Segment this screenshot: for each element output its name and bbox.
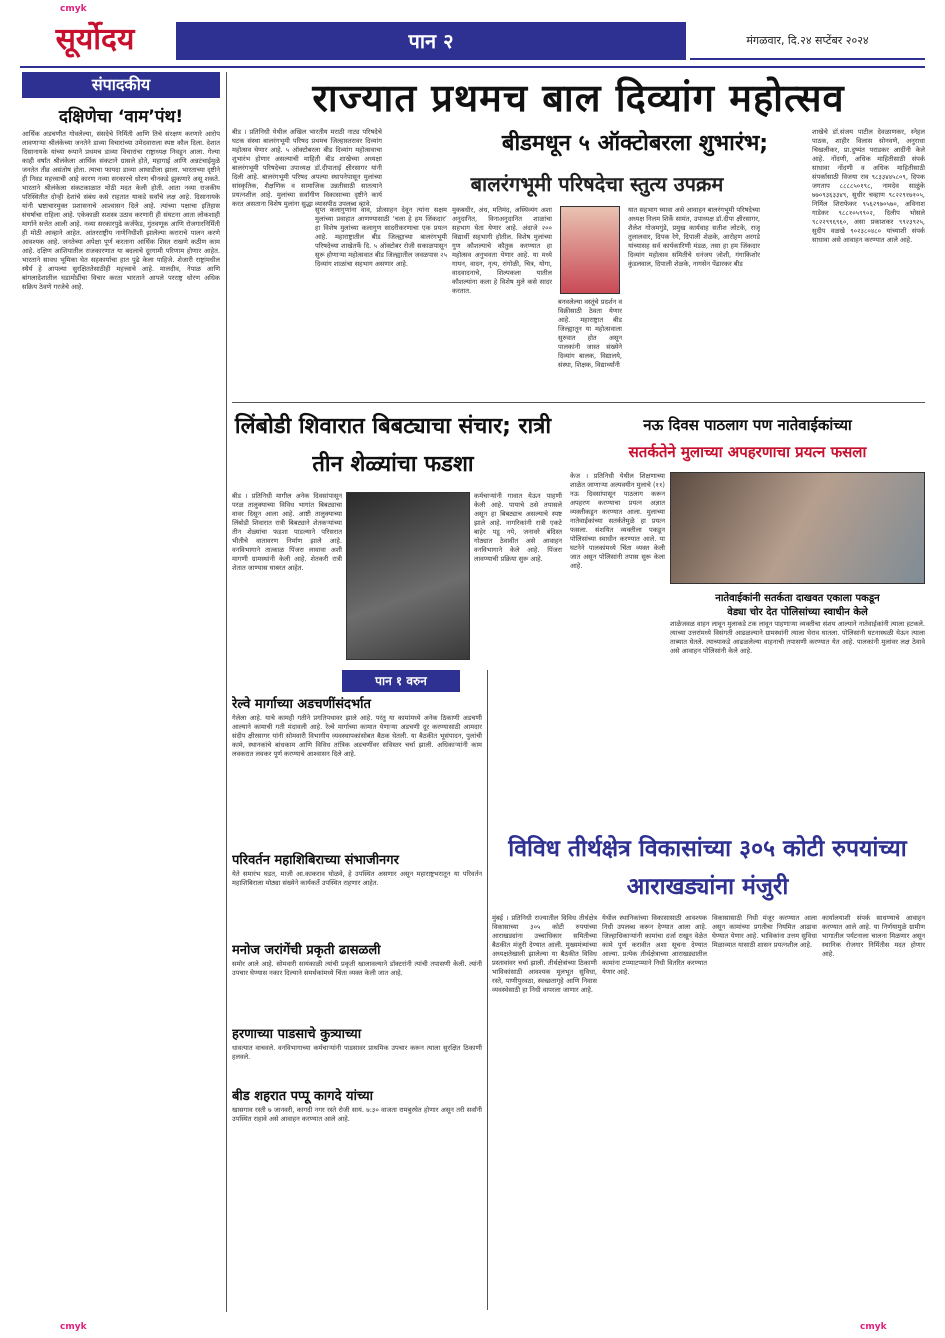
limbodi-column-3: कर्मचाऱ्यांनी गावात येऊन पाहणी केली आहे. पायाचे ठसे तपासले असून हा बिबट्याच असल्याचे स्पष्ट झाले आहे. नागरिकांनी रात्री एकटे बाहेर पडू नये, जनावरे बंदिस्त गोठ्यात ठेवावीत असे आवाहन वनविभागाने केले आहे. पिंजरा लावण्याची प्रक्रिया सुरू आहे. xyxy=(474,492,562,563)
lead-column-3: मुकबधीर, अंध, मतिमंद, अस्थिव्यंग अशा अनुदानित, विनाअनुदानित शाळांचा सहभाग घेता येणार आहे. अंदाजे २०० विद्यार्थी सहभागी होतील. विशेष मुलांच्या गुण कौशल्याचे कौतुक करण्यात हा महोत्सव अनुभवता येणार आहे. या मध्ये गायन, वादन, नृत्य, रांगोळी, चित्र, योगा, वादवादनाचे, शिल्पकला यातील कौशल्यांना कला हे विशेष मुले कसे सादर करतात. xyxy=(452,206,552,295)
tirth-headline: विविध तीर्थक्षेत्र विकासांच्या ३०५ कोटी रुपयांच्या आराखड्यांना मंजुरी xyxy=(508,836,907,900)
lead-column-6: शाखेचे डॉ.संजय पाटील देवळाणकर, स्नेहल पाठक, शाहीर विलास सोनवणे, अनुराधा चिखलीकर, प्रा.दुष्यंत पराडकर आदींनी केले आहे. नोंदणी, अधिक माहितीसाठी संपर्क साधावा नोंदणी व अधिक माहितीसाठी संपर्कासाठी विजया राव ९८३३४४५८०९, दिपक जगताप ८८८८५०१९८, नामदेव साळुंके ७७०९३६३३४९, सुधीर चव्हाण ९८२२९१७१०५, निर्मिल शिराफेकर ९५६२९७०५७०, अविनाश गाडेकर ९८८१०५९९०२, दिलीप भोसले ९८२२९९६९६०, असा प्रकाशकर ९९२३९२५, सुदीप वळखे ९०२३८०४८० यांच्याशी संपर्क साधावा असे आवाहन करण्यात आले आहे. xyxy=(812,128,925,244)
kidnap-photo xyxy=(670,472,925,584)
limbodi-headline: लिंबोडी शिवारात बिबट्याचा संचार; रात्री तीन शेळ्यांचा फडशा xyxy=(234,414,552,477)
lead-column-1: बीड । प्रतिनिधी येथील अखिल भारतीय मराठी नाट्य परिषदेचे घटक संस्था बालरंगभूमी परिषद प्रथमच जिल्हास्तरावर दिव्यांग महोत्सव घेणार आहे. ५ ऑक्टोबरला बीड दिव्यांग महोत्सवाचा शुभारंभ होणार असल्याची माहिती बीड शाखेच्या अध्यक्षा बालरंगभूमी परिषदेच्या उपाध्यक्ष डॉ.दीपाताई क्षीरसागर यांनी दिली आहे. बालरंगभूमी परिषद अपल्या स्थापनेपासून मुलांच्या सांस्कृतिक, शैक्षणिक व सामाजिक उन्नतीसाठी सातत्याने प्रयत्नशील आहे. मुलांच्या सर्वांगीण विकासाच्या दृष्टीने कार्य करत असताना विशेष मुलांना सुद्धा व्यासपीठ उपलब्ध व्हावे. xyxy=(232,128,382,208)
newspaper-logo: सूर्योदय xyxy=(55,22,135,57)
portrait-photo xyxy=(560,206,620,294)
cmyk-mark-bottom-left: cmyk xyxy=(60,1322,87,1332)
column-divider-2 xyxy=(487,670,488,1310)
limbodi-column-1: बीड । प्रतिनिधी मागील अनेक दिवसांपासून परळ तालुक्याच्या विविध भागांत बिबट्याचा वावर दिसून आला आहे. आष्टी तालुक्याच्या लिंबोडी शिवारात रात्री बिबट्याने शेतकऱ्यांच्या तीन शेळ्यांचा फडशा पाडल्याने परिसरात भीतीचे वातावरण निर्माण झाले आहे. वनविभागाने तात्काळ पिंजरा लावावा अशी मागणी ग्रामस्थांनी केली आहे. शेतकरी रात्री शेतात जाण्यास घाबरत आहेत. xyxy=(232,492,342,572)
lead-column-4: बनवलेल्या वस्तूंचे प्रदर्शन व विक्रीसाठी ठेवता येणार आहे. महाराष्ट्रात बीड जिल्ह्यातून या महोत्सवाला सुरुवात होत असून पालकांनी जास्त संख्येने दिव्यांग बालक, विद्यालये, संस्था, शिक्षक, विद्यार्थ्यांनी xyxy=(558,298,622,369)
column-divider xyxy=(226,72,227,1312)
railway-sub-2: मनोज जरांगेंची प्रकृती ढासळली xyxy=(232,943,381,958)
kidnap-headline xyxy=(570,412,925,468)
masthead xyxy=(20,18,925,63)
editorial-title: दक्षिणेचा ‘वाम’पंथ! xyxy=(58,107,184,127)
page-number-bar: पान २ xyxy=(176,22,686,60)
railway-sub-4: बीड शहरात पप्पू कागदे यांच्या xyxy=(232,1089,373,1104)
railway-body-4: धावत्यात वाचवले. वनविभागाच्या कर्मचाऱ्यांनी पाडसावर प्राथमिक उपचार करून त्याला सुरक्षित ठिकाणी हलवले. xyxy=(232,1044,482,1061)
tirth-column-4: कार्यालयाशी संपर्क साधण्याचे आवाहन करण्यात आले आहे. या निर्णयामुळे ग्रामीण भागातील पर्यटनाला चालना मिळणार असून स्थानिक रोजगार निर्मितीस मदत होणार आहे. xyxy=(822,914,925,958)
lead-deck-1: बीडमधून ५ ऑक्टोबरला शुभारंभ; xyxy=(501,131,769,156)
kidnap-column-2: शाळेजवळ वाहन लावून मुलाकडे टक लावून पाहणाऱ्या व्यक्तीचा संशय आल्याने नातेवाईकांनी त्याला हटकले. त्याच्या उत्तरांमध्ये विसंगती आढळल्याने ग्रामस्थांनी त्याला घेराव घातला. पोलिसांनी घटनास्थळी येऊन त्याला ताब्यात घेतले. त्याच्याकडे आढळलेल्या वाहनाची तपासणी करण्यात येत आहे. पालकांनी मुलांवर लक्ष ठेवावे असे आवाहन पोलिसांनी केले आहे. xyxy=(670,620,925,655)
tirth-column-2: येथील स्थानिकांच्या विकासासाठी आवश्यक निधी उपलब्ध करून देण्यात आला आहे. जिल्हाधिकाऱ्यांनी कामांचा दर्जा राखून वेळेत कामे पूर्ण करावीत अशा सूचना देण्यात आल्या. प्रत्येक तीर्थक्षेत्राच्या आराखड्यातील कामांना टप्प्याटप्प्याने निधी वितरित करण्यात येणार आहे. xyxy=(602,914,707,976)
kidnap-headline-b: सतर्कतेने मुलाच्या अपहरणाचा प्रयत्न फसला xyxy=(628,443,867,461)
railway-sub-1: परिवर्तन महाशिबिराच्या संभाजीनगर xyxy=(232,853,399,868)
kidnap-caption-b: वेड्या चोर देत पोलिसांच्या स्वाधीन केले xyxy=(727,607,868,618)
railway-body-3: समोर आले आहे. सोमवारी सायंकाळी त्यांची प्रकृती खालावल्याने डॉक्टरांनी त्यांची तपासणी केली. त्यांनी उपचार घेण्यास नकार दिल्याने समर्थकांमध्ये चिंता व्यक्त केली जात आहे. xyxy=(232,960,482,977)
continued-badge: पान १ वरुन xyxy=(342,670,460,692)
railway-body: गेलेला आहे. याचे कामही गतीने प्रगतिपथावर झाले आहे. परंतु या कामांमध्ये अनेक ठिकाणी अडचणी आल्याने कामाची गती मंदावली आहे. रेल्वे मार्गाच्या कामात येणाऱ्या अडचणी दूर करण्यासाठी आमदार संदीप क्षीरसागर यांनी सोमवारी विभागीय व्यवस्थापकांसोबत बैठक घेतली. या बैठकीत भूसंपादन, पुलांची कामे, स्थानकांचे बांधकाम आणि विविध तांत्रिक अडचणींवर सविस्तर चर्चा झाली. अधिकाऱ्यांनी काम लवकरात लवकर पूर्ण करण्याचे आश्वासन दिले आहे. xyxy=(232,714,482,758)
kidnap-caption-a: नातेवाईकांनी सतर्कता दाखवत एकाला पकडून xyxy=(715,593,880,604)
masthead-rule xyxy=(20,66,925,68)
lead-column-5: यात सहभाग घ्यावा असे आवाहन बालरंगभूमी परिषदेच्या अध्यक्ष निलम शिर्के सामंत, उपाध्यक्ष डॉ.दीपा क्षीरसागर, शैलेश गोजमगुंडे, प्रमुख कार्यवाह सतीश लोटके, राजू तुलालवार, दिपक रेगे, दिपाली शेळके, आरोहण अरगडे यांच्यासह सर्व कार्यकारिणी मंडळ, तसा हा हम जिंकदार दिव्यांग महोत्सव समितीचे धनंजय जोशी, गंगाकिशोर कुंडलवाल, दिपाली शेळके, नागसेन पेंढारकर बीड xyxy=(628,206,760,268)
cmyk-mark-top: cmyk xyxy=(60,4,87,14)
lead-column-2: सुप्त कलागुणांना वाव, प्रोत्साहन देवून त्यांना सक्षम मुलांच्या प्रवाहात आणण्यासाठी ‘चला हे हम जिंकदार’ हा विशेष मुलांच्या कलागुण सादरीकरणाचा एक प्रयत्न आहे. महाराष्ट्रातील बीड जिल्ह्याच्या बालरंगभूमी परिषदेच्या शाखेतर्फे दि. ५ ऑक्टोबर रोजी सकाळपासून सुरू होणाऱ्या महोत्सवात बीड जिल्ह्यातील जवळपास २५ दिव्यांग शाळांचा सहभाग असणार आहे. xyxy=(315,206,447,268)
lead-headline: राज्यात प्रथमच बाल दिव्यांग महोत्सव xyxy=(312,76,845,120)
railway-body-5: खासगाव रस्ती ७ जानवरी, कागदी नगर रस्ते रोजी सायं. ७:३० वाजता रामबुरघेत होणार असून तरी सर्वांनी उपस्थित राहावे असे आवाहन करण्यात आले आहे. xyxy=(232,1106,482,1123)
section-divider xyxy=(232,402,925,403)
leopard-photo xyxy=(346,492,470,660)
railway-body-2: येते समारंभ घडत, माजी आ.काकराव घोळवे, हे उपस्थित असणार असून महाराष्ट्रभरातून या परिवर्तन महाशिबिराला मोठ्या संख्येने कार्यकर्ते उपस्थित राहणार आहेत. xyxy=(232,870,482,887)
cmyk-mark-bottom-right: cmyk xyxy=(860,1322,887,1332)
kidnap-headline-a: नऊ दिवस पाठलाग पण नातेवाईकांच्या xyxy=(643,416,852,434)
tirth-column-1: मुंबई । प्रतिनिधी राज्यातील विविध तीर्थक्षेत्र विकासाच्या ३०५ कोटी रुपयांच्या आराखड्यांना उच्चाधिकार समितीच्या बैठकीत मंजुरी देण्यात आली. मुख्यमंत्र्यांच्या अध्यक्षतेखाली झालेल्या या बैठकीत विविध प्रस्तावांवर चर्चा झाली. तीर्थक्षेत्रांच्या ठिकाणी भाविकांसाठी आवश्यक मूलभूत सुविधा, रस्ते, पाणीपुरवठा, स्वच्छतागृहे आणि निवास व्यवस्थेसाठी हा निधी वापरला जाणार आहे. xyxy=(492,914,597,994)
tirth-column-3: विकासासाठी निधी मंजूर करण्यात आला असून कामांच्या प्रगतीचा नियमित आढावा घेण्यात येणार आहे. भाविकांना उत्तम सुविधा मिळाव्यात यासाठी शासन प्रयत्नशील आहे. xyxy=(712,914,817,949)
issue-date: मंगळवार, दि.२४ सप्टेंबर २०२४ xyxy=(690,22,925,60)
editorial-section-label: संपादकीय xyxy=(22,72,220,98)
railway-sub-3: हरणाच्या पाडसाचे कुत्र्याच्या xyxy=(232,1027,362,1042)
kidnap-column-1: केज । प्रतिनिधी येथील शिक्षणाच्या शाळेत जाणाऱ्या अल्पवयीन मुलाचे (११) नऊ दिवसांपासून पाठलाग करून अपहरण करण्याचा प्रयत्न अज्ञात व्यक्तीकडून करण्यात आला. मुलाच्या नातेवाईकांच्या सतर्कतेमुळे हा प्रयत्न फसला. संशयित व्यक्तीला पकडून पोलिसांच्या स्वाधीन करण्यात आले. या घटनेने पालकांमध्ये चिंता व्यक्त केली जात असून पोलिसांनी तपास सुरू केला आहे. xyxy=(570,472,665,570)
editorial-body: आर्थिक अडचणीत गोवलेल्या, संसदेचे निर्मिती आणि तिचे संरक्षण करणारे आरोप लावणार्‍या श्रीलंकेच्या जनतेने डाव्या विचारांच्या उमेदवाराला स्पष्ट कौल दिला. देशात दिसानायके यांच्या रूपाने प्रथमच डाव्या विचारांचा राष्ट्राध्यक्ष निवडून आला. गेल्या काही वर्षांत श्रीलंकेला आर्थिक संकटाने ग्रासले होते, महागाई आणि अन्नटंचाईमुळे जनतेत तीव्र असंतोष होता. त्याचा फायदा डाव्या आघाडीला झाला. भारताच्या दृष्टीने ही निवड महत्त्वाची आहे कारण नव्या सरकारचे धोरण चीनकडे झुकणारे असू शकते. भारताने श्रीलंकेला संकटकाळात मोठी मदत केली होती. आता नव्या राजकीय परिस्थितीत दोन्ही देशांचे संबंध कसे राहतात याकडे सर्वांचे लक्ष आहे. दिसानायके यांनी भ्रष्टाचारमुक्त प्रशासनाचे आश्वासन दिले आहे. त्यांच्या पक्षाचा इतिहास संघर्षाचा राहिला आहे. एकेकाळी सशस्त्र उठाव करणारी ही संघटना आता लोकशाही मार्गाने सत्तेत आली आहे. नव्या सरकारपुढे कर्जफेड, गुंतवणूक आणि रोजगारनिर्मिती ही मोठी आव्हाने आहेत. आंतरराष्ट्रीय नाणेनिधीशी झालेल्या कराराचे पालन करणे आवश्यक आहे. जनतेच्या अपेक्षा पूर्ण करताना आर्थिक शिस्त राखणे कठीण काम आहे. दक्षिण आशियातील राजकारणात या बदलाचे दूरगामी परिणाम होणार आहेत. भारताने सावध भूमिका घेत सहकार्याचा हात पुढे केला पाहिजे. शेजारी राष्ट्रांमधील स्थैर्य हे आपल्या सुरक्षिततेसाठीही महत्त्वाचे आहे. मालदीव, नेपाळ आणि बांगलादेशातील घडामोडींचा विचार करता भारताने आपले परराष्ट्र धोरण अधिक सक्रिय ठेवणे गरजेचे आहे. xyxy=(22,130,220,291)
railway-headline: रेल्वे मार्गाच्या अडचणींसंदर्भात xyxy=(232,697,371,712)
lead-deck-2: बालरंगभूमी परिषदेचा स्तुत्य उपक्रम xyxy=(470,172,724,196)
